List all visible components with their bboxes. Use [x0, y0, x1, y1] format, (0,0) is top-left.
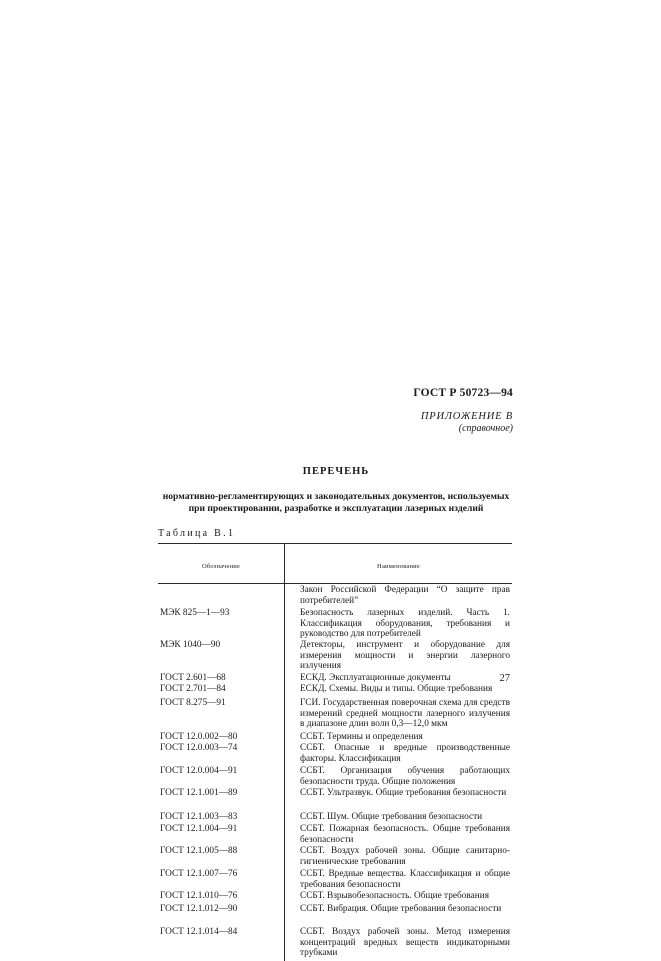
row-name: ССБТ. Опасные и вредные производственные факторы. Классификация [300, 743, 510, 764]
row-designation: ГОСТ 12.1.005—88 [160, 846, 238, 856]
appendix-note: (справочное) [458, 423, 513, 434]
row-name: ССБТ. Шум. Общие требования безопасности [300, 812, 483, 822]
row-designation: ГОСТ 12.1.012—90 [160, 904, 238, 914]
row-designation: ГОСТ 12.1.004—91 [160, 824, 238, 834]
list-subtitle: нормативно-регламентирующих и законодательных документов, используемых при проектировании, разработке и эксплуатации лазерных изделий [162, 491, 510, 514]
row-name: ССБТ. Вредные вещества. Классификация и общие требования безопасности [300, 869, 510, 890]
row-designation: МЭК 1040—90 [160, 640, 221, 650]
table-top-rule [158, 543, 512, 544]
row-name: ССБТ. Ультразвук. Общие требования безопасности [300, 788, 507, 798]
row-designation: МЭК 825—1—93 [160, 608, 230, 618]
row-name: Закон Российской Федерации “О защите прав потребителей” [300, 585, 510, 606]
row-name: ССБТ. Воздух рабочей зоны. Метод измерения концентраций вредных веществ индикаторными трубками [300, 927, 510, 959]
row-designation: ГОСТ 12.0.002—80 [160, 732, 238, 742]
row-name: ССБТ. Организация обучения работающих безопасности труда. Общие положения [300, 766, 510, 787]
page-number: 27 [499, 673, 510, 684]
column-header-designation: Обозначение [201, 563, 241, 570]
appendix-title: ПРИЛОЖЕНИЕ В [420, 411, 513, 422]
row-designation: ГОСТ 12.1.014—84 [160, 927, 238, 937]
table-caption: Таблица В.1 [158, 528, 236, 539]
row-designation: ГОСТ 12.1.007—76 [160, 869, 238, 879]
table-header-rule [158, 583, 512, 584]
row-name: ЕСКД. Схемы. Виды и типы. Общие требования [300, 684, 493, 694]
column-header-name: Наименование [377, 563, 420, 570]
row-name: Безопасность лазерных изделий. Часть 1. Классификация оборудования, требования и руководство для потребителей [300, 608, 510, 640]
table-column-divider [284, 543, 285, 961]
row-name: ССБТ. Взрывобезопасность. Общие требования [300, 891, 490, 901]
document-code: ГОСТ Р 50723—94 [413, 387, 513, 399]
row-designation: ГОСТ 12.1.001—89 [160, 788, 238, 798]
row-name: Детекторы, инструмент и оборудование для измерения мощности и энергии лазерного излучения [300, 640, 510, 672]
row-designation: ГОСТ 8.275—91 [160, 698, 226, 708]
row-designation: ГОСТ 12.1.003—83 [160, 812, 238, 822]
row-designation: ГОСТ 12.1.010—76 [160, 891, 238, 901]
row-designation: ГОСТ 2.601—68 [160, 673, 226, 683]
row-name: ССБТ. Вибрация. Общие требования безопасности [300, 904, 502, 914]
row-designation: ГОСТ 12.0.003—74 [160, 743, 238, 753]
row-name: ЕСКД. Эксплуатационные документы [300, 673, 451, 683]
list-title: ПЕРЕЧЕНЬ [302, 466, 370, 477]
row-designation: ГОСТ 2.701—84 [160, 684, 226, 694]
row-name: ГСИ. Государственная поверочная схема для средств измерений средней мощности лазерного излучения в диапазоне длин волн 0,3—12,0 мкм [300, 698, 510, 730]
row-name: ССБТ. Термины и определения [300, 732, 423, 742]
row-designation: ГОСТ 12.0.004—91 [160, 766, 238, 776]
row-name: ССБТ. Воздух рабочей зоны. Общие санитарно-гигиенические требования [300, 846, 510, 867]
row-name: ССБТ. Пожарная безопасность. Общие требования безопасности [300, 824, 510, 845]
